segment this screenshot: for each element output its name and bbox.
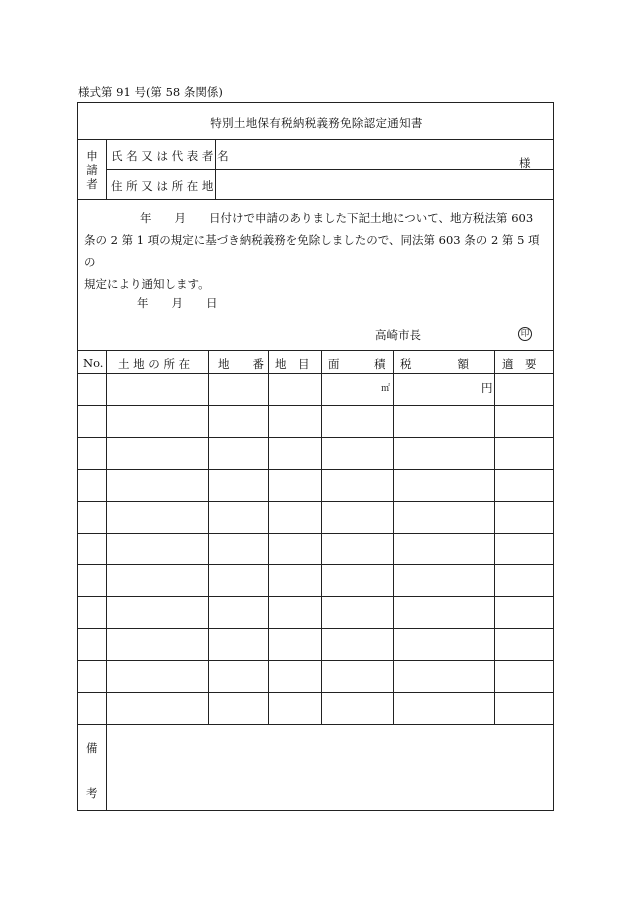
applicant-label-char-1: 申 bbox=[86, 149, 98, 163]
col-header-no: No. bbox=[83, 356, 104, 370]
row-separator bbox=[78, 660, 553, 661]
row-separator bbox=[78, 469, 553, 470]
row-separator bbox=[78, 564, 553, 565]
notice-line-2: 条の 2 第 1 項の規定に基づき納税義務を免除しましたので、同法第 603 条の 2 第 5 項の bbox=[84, 233, 540, 269]
issuer: 高崎市長 bbox=[375, 328, 421, 342]
applicant-label bbox=[78, 149, 106, 191]
col-header-tax: 税 額 bbox=[400, 357, 469, 371]
honorific: 様 bbox=[519, 156, 531, 170]
remarks-label-top: 備 bbox=[86, 741, 98, 755]
area-unit: ㎡ bbox=[381, 384, 391, 394]
row-separator bbox=[78, 692, 553, 693]
form-title: 特別土地保有税納税義務免除認定通知書 bbox=[210, 116, 423, 130]
row-separator bbox=[78, 628, 553, 629]
notice-line-3: 規定により通知します。 bbox=[84, 277, 210, 291]
notice-line-1: 年 月 日付けで申請のありました下記土地について、地方税法第 603 bbox=[140, 211, 534, 225]
applicant-label-char-2: 請 bbox=[86, 163, 98, 177]
col-header-area: 面 積 bbox=[328, 357, 386, 371]
issue-date: 年 月 日 bbox=[137, 296, 218, 310]
notice-body bbox=[84, 207, 550, 295]
col-header-lot: 地 番 bbox=[218, 357, 264, 371]
name-label: 氏 名 又 は 代 表 者 名 bbox=[111, 149, 229, 163]
address-label: 住 所 又 は 所 在 地 bbox=[111, 179, 214, 193]
applicant-label-char-3: 者 bbox=[86, 177, 98, 191]
tax-unit: 円 bbox=[481, 381, 493, 395]
seal-mark: 印 bbox=[518, 327, 532, 341]
remarks-label-bottom: 考 bbox=[86, 786, 98, 800]
row-separator bbox=[78, 533, 553, 534]
row-separator bbox=[78, 437, 553, 438]
row-separator bbox=[78, 405, 553, 406]
form-number: 様式第 91 号(第 58 条関係) bbox=[78, 85, 223, 99]
row-separator bbox=[78, 501, 553, 502]
row-separator bbox=[78, 596, 553, 597]
col-header-category: 地 目 bbox=[275, 357, 310, 371]
notice-form bbox=[77, 102, 554, 811]
col-header-location: 土 地 の 所 在 bbox=[118, 357, 191, 371]
col-header-remarks: 適 要 bbox=[502, 357, 537, 371]
